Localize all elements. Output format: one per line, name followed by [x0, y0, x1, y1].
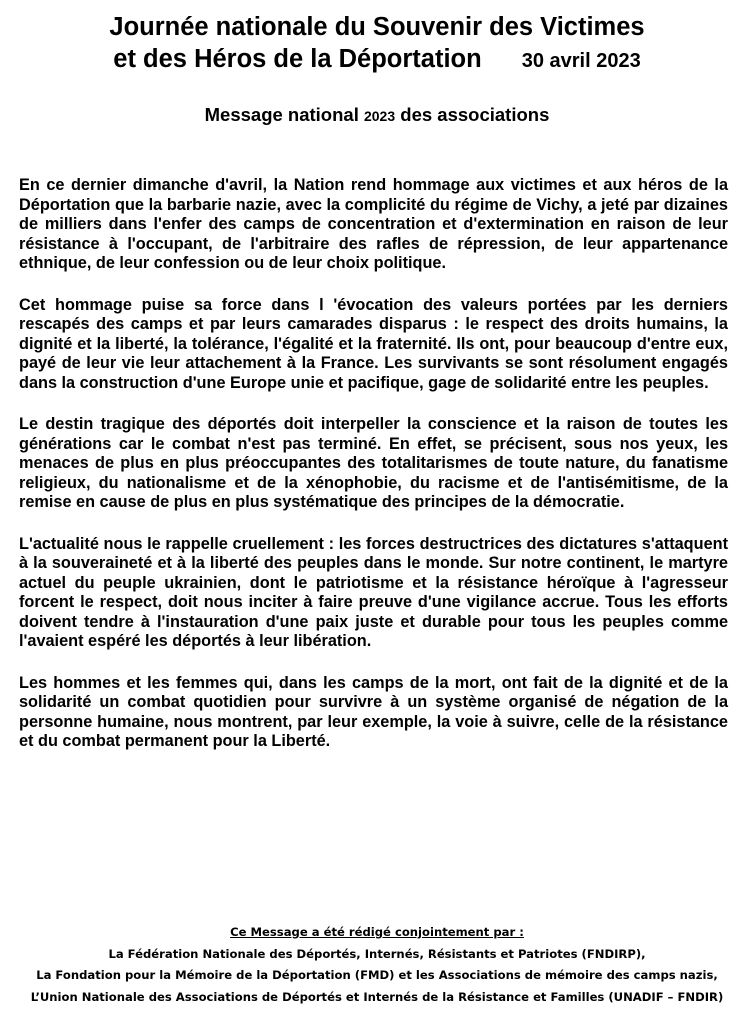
subtitle-year: 2023 [363, 108, 396, 124]
paragraph-2: Cet hommage puise sa force dans l 'évocation des valeurs portées par les derniers rescapés des camps et par leurs camarades disparus : le respect des droits humains, la dignité et la liberté, la tolérance, l'égalité et la fraternité. Ils ont, pour beaucoup d'entre eux, payé de leur vie leur attachement à la France. Les survivants se sont résolument engagés dans la construction d'une Europe unie et pacifique, gage de solidarité entre les peuples. [19, 295, 728, 392]
document-title-line-1 [0, 12, 754, 42]
subtitle-before: Message national [204, 104, 359, 125]
paragraph-4: L'actualité nous le rappelle cruellement : les forces destructrices des dictatures s'attaquent à la souveraineté et à la liberté des peuples dans le monde. Sur notre continent, le martyre actuel du peuple ukrainien, dont le patriotisme et la résistance héroïque à l'agresseur forcent le respect, doit nous inciter à faire preuve d'une vigilance accrue. Tous les efforts doivent tendre à l'instauration d'une paix juste et durable pour tous les peuples comme l'avaient espéré les déportés à leur libération. [19, 534, 728, 650]
title-text-1: Journée nationale du Souvenir des Victimes [109, 13, 645, 41]
credits-line-fmd: La Fondation pour la Mémoire de la Déportation (FMD) et les Associations de mémoire des camps nazis, [36, 968, 718, 982]
document-title-line-2 [0, 44, 754, 76]
paragraph-1: En ce dernier dimanche d'avril, la Nation rend hommage aux victimes et aux héros de la Déportation que la barbarie nazie, avec la complicité du régime de Vichy, a jeté par dizaines de milliers dans l'enfer des camps de concentration et d'extermination en raison de leur résistance à l'occupant, de l'arbitraire des rafles de répression, de leur appartenance ethnique, de leur confession ou de leur choix politique. [19, 176, 728, 272]
paragraph-3: Le destin tragique des déportés doit interpeller la conscience et la raison de toutes les générations car le combat n'est pas terminé. En effet, se précisent, sous nos yeux, les menaces de plus en plus préoccupantes des totalitarismes de toute nature, du fanatisme religieux, du nationalisme et de la xénophobie, du racisme et de l'antisémitisme, de la remise en cause de plus en plus systématique des principes de la démocratie. [19, 415, 728, 511]
title-text-2: et des Héros de la Déportation [113, 45, 482, 73]
message-body [19, 176, 728, 774]
subtitle-after: des associations [400, 104, 550, 125]
document-subtitle [0, 103, 754, 128]
credits-heading: Ce Message a été rédigé conjointement par : [230, 925, 524, 939]
paragraph-5: Les hommes et les femmes qui, dans les camps de la mort, ont fait de la dignité et de la solidarité un combat quotidien pour survivre à un système organisé de négation de la personne humaine, nous montrent, par leur exemple, la voie à suivre, celle de la résistance et du combat permanent pour la Liberté. [19, 673, 728, 750]
credits-line-unadif: L’Union Nationale des Associations de Déportés et Internés de la Résistance et Familles (UNADIF – FNDIR) [30, 989, 724, 1004]
credits-line-fndirp: La Fédération Nationale des Déportés, Internés, Résistants et Patriotes (FNDIRP), [108, 946, 646, 961]
document-date: 30 avril 2023 [521, 50, 641, 72]
credits-block [0, 922, 754, 1008]
